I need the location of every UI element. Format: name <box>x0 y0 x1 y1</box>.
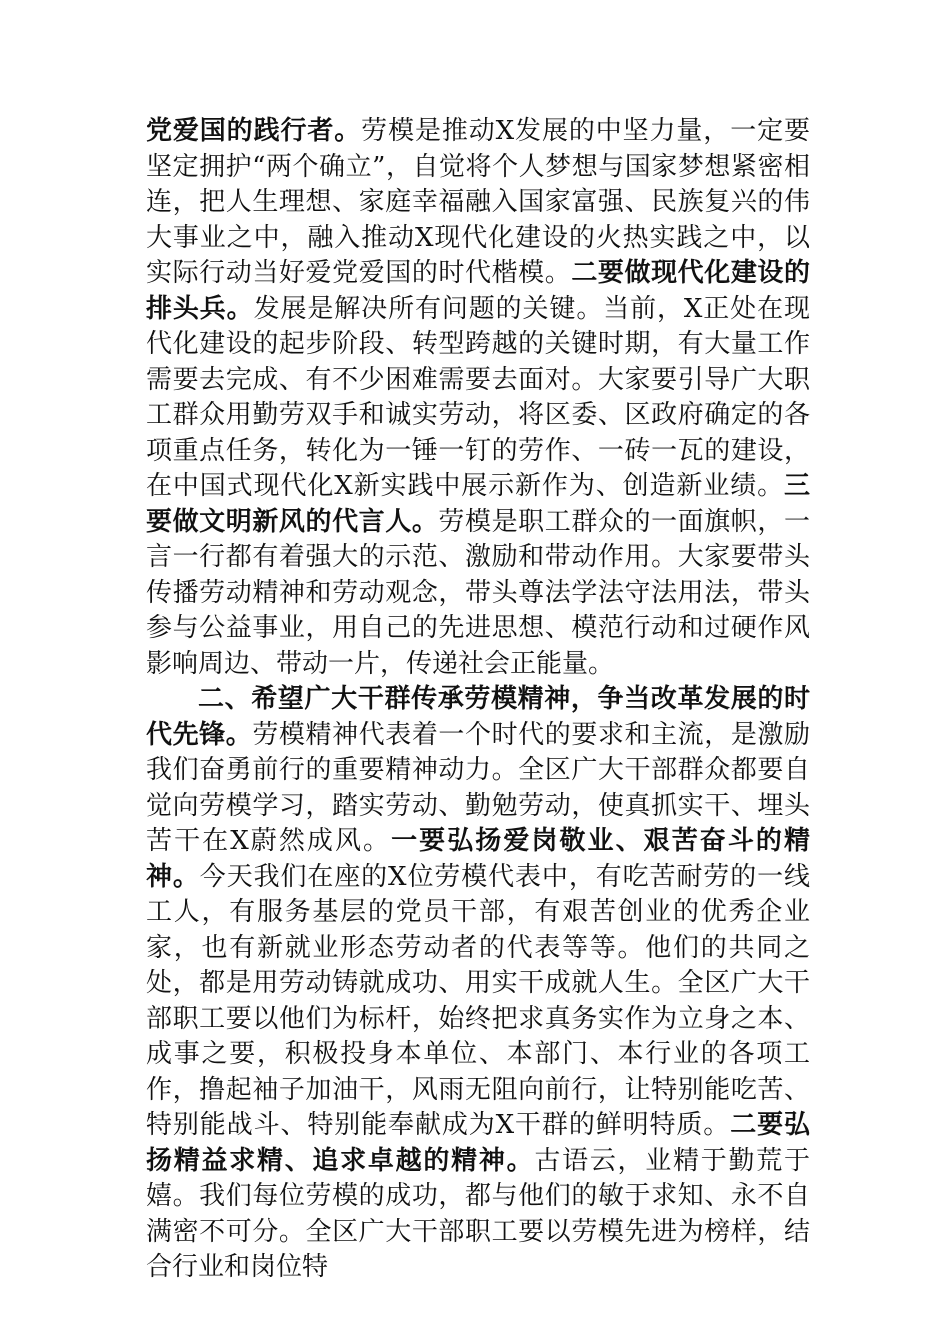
body-text: 劳模是职工群众的一面旗帜，一言一行都有着强大的示范、激励和带动作用。大家要带头传播劳动精神和劳动观念，带头尊法学法守法用法，带头参与公益事业，用自己的先进思想、模范行动和过硬作风影响周边、带动一片，传递社会正能量。 <box>146 506 810 679</box>
section-heading: 二、希望广大干群传承劳模精神，争当改革发展的时代先锋。 <box>146 684 810 750</box>
body-text: 发展是解决所有问题的关键。当前，X正处在现代化建设的起步阶段、转型跨越的关键时期，有大量工作需要去完成、有不少困难需要去面对。大家要引导广大职工群众用勤劳双手和诚实劳动，将区委、区政府确定的各项重点任务，转化为一锤一钉的劳作、一砖一瓦的建设，在中国式现代化X新实践中展示新作为、创造新业绩。 <box>146 293 810 501</box>
body-text: 古语云，业精于勤荒于嬉。我们每位劳模的成功，都与他们的敏于求知、永不自满密不可分。全区广大干部职工要以劳模先进为榜样，结合行业和岗位特 <box>146 1145 810 1282</box>
paragraph-1 <box>146 114 810 682</box>
body-text: 今天我们在座的X位劳模代表中，有吃苦耐劳的一线工人，有服务基层的党员干部，有艰苦创业的优秀企业家，也有新就业形态劳动者的代表等等。他们的共同之处，都是用劳动铸就成功、用实干成就人生。全区广大干部职工要以他们为标杆，始终把求真务实作为立身之本、成事之要，积极投身本单位、本部门、本行业的各项工作，撸起袖子加油干，风雨无阻向前行，让特别能吃苦、特别能战斗、特别能奉献成为X干群的鲜明特质。 <box>146 861 810 1140</box>
bold-heading: 三要做文明新风的代言人。 <box>146 471 810 537</box>
body-text: 劳模精神代表着一个时代的要求和主流，是激励我们奋勇前行的重要精神动力。全区广大干部群众都要自觉向劳模学习，踏实劳动、勤勉劳动，使真抓实干、埋头苦干在X蔚然成风。 <box>146 719 810 856</box>
paragraph-2 <box>146 682 810 1286</box>
bold-heading: 一要弘扬爱岗敬业、艰苦奋斗的精神。 <box>146 826 810 892</box>
bold-heading: 二要做现代化建设的排头兵。 <box>146 258 810 324</box>
document-body <box>146 114 810 1286</box>
body-text: 劳模是推动X发展的中坚力量，一定要坚定拥护“两个确立”，自觉将个人梦想与国家梦想紧密相连，把人生理想、家庭幸福融入国家富强、民族复兴的伟大事业之中，融入推动X现代化建设的火热实践之中，以实际行动当好爱党爱国的时代楷模。 <box>146 116 810 288</box>
bold-heading: 二要弘扬精益求精、追求卓越的精神。 <box>146 1110 810 1176</box>
bold-heading: 党爱国的践行者。 <box>146 116 362 146</box>
